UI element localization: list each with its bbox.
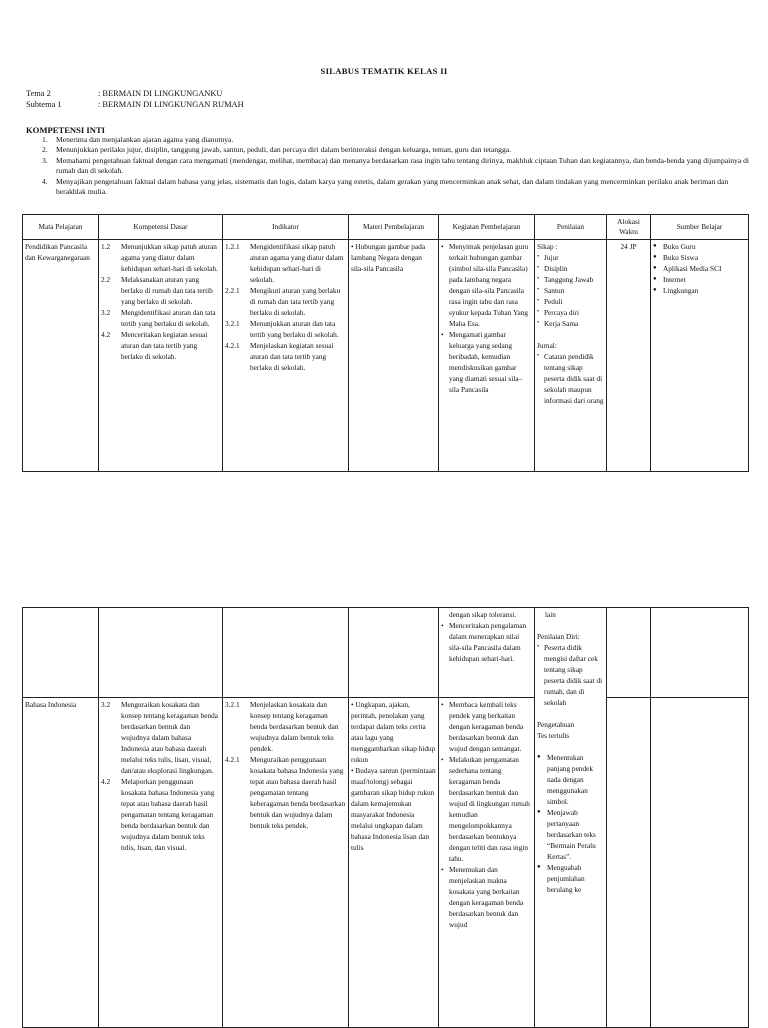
materi-item: • Budaya santun (permintaan maaf/tolong) sebagai gambaran sikap hidup rukun dalam kemajemukan masyarakat Indonesia melalui ungkapan dalam bahasa Indonesia lisan dan tulis	[351, 766, 436, 852]
kegiatan-item: • Menceritakan pengalaman dalam menerapkan nilai sila-sila Pancasila dalam kehidupan sehari-hari.	[441, 620, 532, 664]
cell-kegiatan	[439, 698, 535, 1028]
ki-item: 3. Memahami pengetahuan faktual dengan cara mengamati (mendengar, melihat, membaca) dan menanya berdasarkan rasa ingin tahu tentang dirinya, makhluk ciptaan Tuhan dan kegiatannya, dan benda-benda yang dijumpainya di rumah dan di sekolah.	[42, 155, 750, 176]
subtema-value: : BERMAIN DI LINGKUNGAN RUMAH	[98, 100, 244, 109]
cell-kegiatan	[439, 240, 535, 472]
cell-penilaian	[535, 608, 607, 1028]
ki-item: 2. Menunjukkan perilaku jujur, disiplin, tanggung jawab, santun, peduli, dan percaya diri dalam berinteraksi dengan keluarga, teman, guru dan tetangga.	[42, 145, 512, 155]
kd-item: 2.2 Melaksanakan aturan yang berlaku di rumah dan tata tertib yang berlaku di sekolah.	[101, 275, 213, 306]
indikator-item: 1.2.1 Mengidentifikasi sikap patuh aturan agama yang diatur dalam kehidupan sehari-hari di sekolah.	[225, 242, 344, 284]
cell-indikator	[223, 240, 349, 472]
tema-label: Tema 2	[26, 89, 51, 98]
sikap-item: • Kerja Sama	[537, 318, 604, 329]
header-indikator: Indikator	[223, 215, 349, 240]
kegiatan-item: • Melakukan pengamatan sederhana tentang keragaman benda berdasarkan bentuk dan wujud di lingkungan rumah kemudian mengelompokkannya berdasarkan bentuknya dengan teliti dan rasa ingin tahu.	[441, 754, 532, 864]
cell-mapel: Pendidikan Pancasila dan Kewarganegaraan	[23, 240, 99, 472]
tema-value: : BERMAIN DI LINGKUNGANKU	[98, 89, 223, 98]
table-header-row	[23, 215, 749, 240]
header-materi: Materi Pembelajaran	[349, 215, 439, 240]
cell-kd	[99, 240, 223, 472]
jurnal-item: • Catatan pendidik tentang sikap peserta didik saat di sekolah maupun informasi dari orang	[537, 351, 604, 406]
sikap-item: • Tanggung Jawab	[537, 274, 604, 285]
ki-list	[42, 135, 754, 197]
syllabus-table-1	[22, 214, 749, 472]
cell-penilaian	[535, 240, 607, 472]
table-row	[23, 240, 749, 472]
header-kegiatan: Kegiatan Pembelajaran	[439, 215, 535, 240]
indikator-item: 3.2.1 Menunjukkan aturan dan tata tertib yang berlaku di sekolah.	[225, 319, 339, 339]
table-row	[23, 608, 749, 698]
kd-item: 3.2 Mengidentifikasi aturan dan tata tertib yang berlaku di sekolah.	[101, 308, 216, 328]
indikator-item: 3.2.1 Menjelaskan kosakata dan konsep tentang keragaman benda berdasarkan bentuk dan wujudnya dalam bentuk teks pendek.	[225, 700, 339, 753]
subtema-label: Subtema 1	[26, 100, 62, 109]
cell-materi	[349, 698, 439, 1028]
sumber-item: ● Buku Guru	[653, 241, 746, 252]
sumber-item: ● Internet	[653, 274, 746, 285]
penilaian-tes: Tes tertulis	[537, 731, 570, 740]
sikap-item: • Jujur	[537, 252, 604, 263]
cell-sumber	[651, 240, 749, 472]
sumber-item: ● Aplikasi Media SCI	[653, 263, 746, 274]
kegiatan-cont: dengan sikap toleransi.	[449, 610, 517, 619]
ki-item: 4. Menyajikan pengetahuan faktual dalam bahasa yang jelas, sistematis dan logis, dalam karya yang estetis, dalam gerakan yang mencerminkan anak sehat, dan dalam tindakan yang mencerminkan perilaku anak beriman dan berakhlak mulia.	[42, 176, 729, 197]
cell-alokasi: 24 JP	[607, 240, 651, 472]
indikator-item: 4.2.1 Menguraikan penggunaan kosakata bahasa Indonesia yang tepat atau bahasa daerah hasil pengamatan tentang keberagaman benda berdasarkan bentuk dan wujudnya dalam bentuk teks pendek.	[225, 755, 346, 830]
header-alokasi: Alokasi Waktu	[607, 215, 651, 240]
cell-kegiatan	[439, 608, 535, 698]
ki-item: 1. Menerima dan menjalankan ajaran agama yang dianutnya.	[42, 135, 234, 144]
kegiatan-item: • Mengamati gambar keluarga yang sedang beribadah, kemudian mendiskusikan gambar yang diamati sesuai sila–sila Pancasila	[441, 329, 532, 395]
materi-item: • Hubungan gambar pada lambang Negara dengan sila-sila Pancasila	[351, 242, 426, 273]
penilaian-item: ● Menentukan panjang pendek nada dengan menggunakan simbol.	[537, 752, 604, 807]
tema-line	[26, 89, 222, 98]
sikap-item: • Santun	[537, 285, 604, 296]
document-title: SILABUS TEMATIK KELAS II	[320, 66, 448, 76]
kegiatan-item: • Menyimak penjelasan guru terkait hubungan gambar (simbol sila-sila Pancasila) pada lambang negara dengan sila-sila Pancasila rasa ingin tahu dan rasa syukur kepada Tuhan Yang Maha Esa.	[441, 241, 532, 329]
syllabus-table-2	[22, 607, 749, 1028]
sikap-item: • Disiplin	[537, 263, 604, 274]
penilaian-diri-label: Penilaian Diri:	[537, 632, 580, 641]
cell-kd	[99, 698, 223, 1028]
kegiatan-item: • Membaca kembali teks pendek yang berkaitan dengan keragaman benda berdasarkan bentuk dan wujud dengan semangat.	[441, 699, 532, 754]
kd-item: 1.2 Menunjukkan sikap patuh aturan agama yang diatur dalam kehidupan sehari-hari di sekolah.	[101, 242, 218, 273]
header-penilaian: Penilaian	[535, 215, 607, 240]
cell-indikator	[223, 698, 349, 1028]
sikap-item: • Peduli	[537, 296, 604, 307]
kd-item: 4.2 Menceritakan kegiatan sesuai aturan dan tata tertib yang berlaku di sekolah.	[101, 330, 208, 361]
cell-materi	[349, 240, 439, 472]
indikator-item: 2.2.1 Mengikuti aturan yang berlaku di rumah dan tata tertib yang berlaku di sekolah.	[225, 286, 341, 317]
kd-item: 3.2 Menguraikan kosakata dan konsep tentang keragaman benda berdasarkan bentuk dan wujudnya dalam bahasa Indonesia atau bahasa daerah melalui teks tulis, lisan, visual, dan/atau eksplorasi lingkungan.	[101, 700, 219, 775]
sikap-item: • Percaya diri	[537, 307, 604, 318]
header-kd: Kompetensi Dasar	[99, 215, 223, 240]
materi-item: • Ungkapan, ajakan, perintah, penolakan yang terdapat dalam teks cerita atau lagu yang menggambarkan sikap hidup rukun	[351, 700, 436, 764]
kd-item: 4.2 Melaporkan penggunaan kosakata bahasa Indonesia yang tepat atau bahasa daerah hasil pengamatan tentang keragaman benda berdasarkan bentuk dan wujudnya dalam bentuk teks tulis, lisan, dan visual.	[101, 777, 215, 852]
header-sumber: Sumber Belajar	[651, 215, 749, 240]
penilaian-peng-label: Pengetahuan	[537, 720, 575, 729]
subtema-line	[26, 100, 244, 109]
sumber-item: ● Buku Siswa	[653, 252, 746, 263]
penilaian-diri-item: • Peserta didik mengisi daftar cek tentang sikap peserta didik saat di rumah, dan di sekolah	[537, 642, 604, 708]
ki-heading: KOMPETENSI INTI	[26, 125, 106, 135]
penilaian-sikap-label: Sikap :	[537, 242, 558, 251]
indikator-item: 4.2.1 Menjelaskan kegiatan sesuai aturan dan tata tertib yang berlaku di sekolah.	[225, 341, 334, 372]
header-mapel: Mata Pelajaran	[23, 215, 99, 240]
penilaian-item: ● Menjawab pertanyaan berdasarkan teks “Bermain Peralu Kertas”.	[537, 807, 604, 862]
table-row	[23, 698, 749, 1028]
penilaian-item: ● Menguabah penjumlahan berulang ke	[537, 862, 604, 895]
cell-mapel: Bahasa Indonesia	[23, 698, 99, 1028]
penilaian-cont: lain	[545, 610, 556, 619]
penilaian-jurnal-label: Jurnal:	[537, 341, 557, 350]
kegiatan-item: • Menemukan dan menjelaskan makna kosakata yang berkaitan dengan keragaman benda berdasarkan bentuk dan wujud	[441, 864, 532, 930]
sumber-item: ● Lingkungan	[653, 285, 746, 296]
